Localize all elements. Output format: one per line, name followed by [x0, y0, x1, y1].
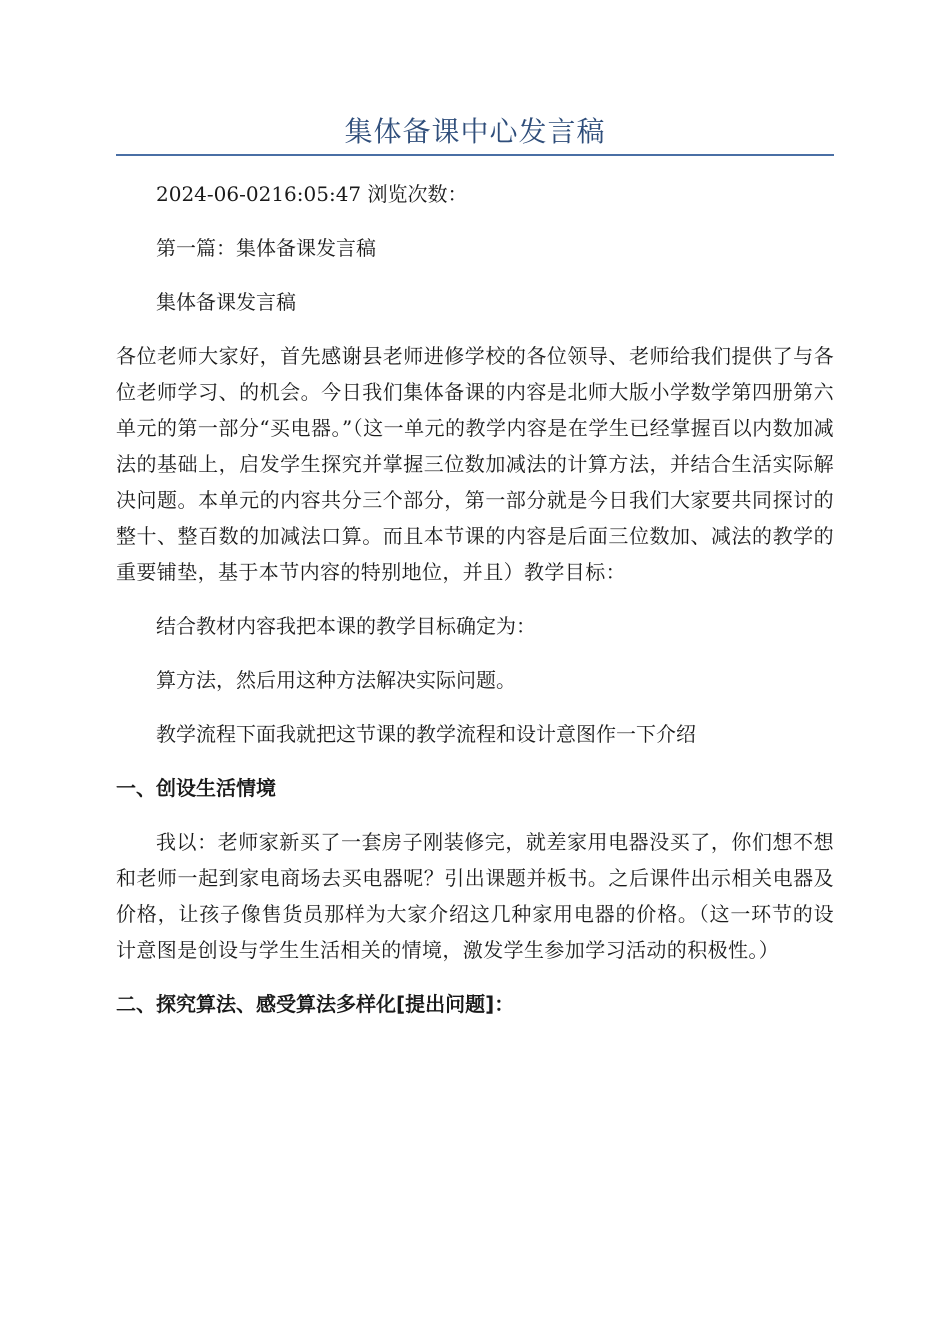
document-title: 集体备课中心发言稿: [344, 115, 606, 148]
section-1-body: 我以：老师家新买了一套房子刚装修完，就差家用电器没买了，你们想不想和老师一起到家电商场去买电器呢？引出课题并板书。之后课件出示相关电器及价格，让孩子像售货员那样为大家介绍这几种家用电器的价格。（这一环节的设计意图是创设与学生生活相关的情境，激发学生参加学习活动的积极性。）: [116, 830, 834, 962]
meta-line: 2024-06-0216:05:47 浏览次数：: [156, 182, 468, 206]
document-body: [116, 176, 834, 1040]
paragraph-goal: 结合教材内容我把本课的教学目标确定为：: [156, 614, 536, 638]
title-underline-divider: [116, 154, 834, 156]
paragraph-method: 算方法，然后用这种方法解决实际问题。: [156, 668, 516, 692]
section-2-heading: 二、探究算法、感受算法多样化[提出问题]：: [116, 992, 515, 1016]
paragraph-intro: 各位老师大家好，首先感谢县老师进修学校的各位领导、老师给我们提供了与各位老师学习、的机会。今日我们集体备课的内容是北师大版小学数学第四册第六单元的第一部分“买电器。”（这一单元的教学内容是在学生已经掌握百以内数加减法的基础上，启发学生探究并掌握三位数加减法的计算方法，并结合生活实际解决问题。本单元的内容共分三个部分，第一部分就是今日我们大家要共同探讨的整十、整百数的加减法口算。而且本节课的内容是后面三位数加、减法的教学的重要铺垫，基于本节内容的特别地位，并且）教学目标：: [116, 344, 834, 584]
sub-title: 集体备课发言稿: [156, 290, 296, 314]
section-1-heading: 一、创设生活情境: [116, 776, 276, 800]
part-heading: 第一篇：集体备课发言稿: [156, 236, 376, 260]
paragraph-flow: 教学流程下面我就把这节课的教学流程和设计意图作一下介绍: [156, 722, 696, 746]
